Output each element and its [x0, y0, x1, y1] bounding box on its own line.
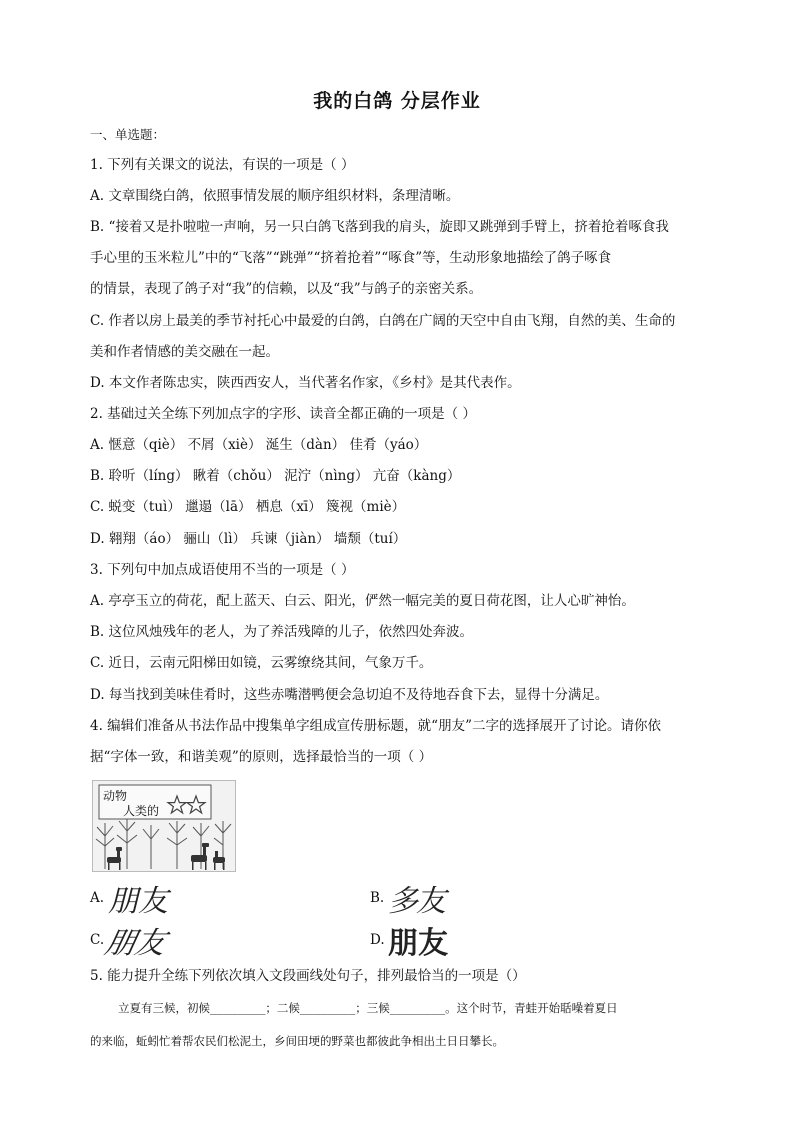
question-1-option-b-line2: 手心里的玉米粒儿”中的“飞落”“跳弹”“挤着抢着”“啄食”等，生动形象地描绘了鸽子啄食: [90, 250, 612, 266]
question-4-stem-line2: 据“字体一致，和谐美观”的原则，选择最恰当的一项（ ）: [90, 749, 433, 765]
option-a-letter: A.: [90, 890, 105, 906]
question-1-option-c-line1: C. 作者以房上最美的季节衬托心中最爱的白鸽，白鸽在广阔的天空中自由飞翔，自然的美、生命的: [90, 313, 676, 329]
option-b-letter: B.: [370, 890, 385, 906]
section-heading: 一、单选题：: [90, 127, 166, 142]
question-3-option-a: A. 亭亭玉立的荷花，配上蓝天、白云、阳光，俨然一幅完美的夏日荷花图，让人心旷神怡。: [90, 593, 635, 609]
page-title: 我的白鸽 分层作业: [313, 90, 481, 112]
option-d-letter: D.: [370, 932, 385, 948]
question-3-option-c: C. 近日，云南元阳梯田如镜，云雾缭绕其间，气象万千。: [90, 655, 433, 671]
question-2-stem: 2. 基础过关全练下列加点字的字形、读音全都正确的一项是（ ）: [90, 406, 476, 422]
figure-title-line2: 人类的: [123, 804, 160, 818]
question-2-option-d: D. 翱翔（áo） 骊山（lì） 兵谏（jiàn） 墙颓（tuí）: [90, 531, 407, 547]
deer-silhouettes: [107, 843, 225, 870]
question-2-option-b: B. 聆听（líng） 瞅着（chǒu） 泥泞（nìng） 亢奋（kàng）: [90, 468, 461, 484]
option-a-calligraphy: 朋友: [108, 884, 168, 919]
question-1-stem: 1. 下列有关课文的说法，有误的一项是（ ）: [90, 157, 355, 173]
question-3-option-d: D. 每当找到美味佳肴时，这些赤嘴潜鸭便会急切迫不及待地吞食下去，显得十分满足。: [90, 687, 609, 703]
question-5-passage-line2: 的来临，蚯蚓忙着帮农民们松泥土，乡间田埂的野菜也都彼此争相出土日日攀长。: [90, 1034, 504, 1048]
option-d-calligraphy: 朋友: [388, 926, 448, 961]
question-2-option-c: C. 蜕变（tuì） 邋遢（lā） 栖息（xī） 篾视（miè）: [90, 499, 406, 515]
brochure-cover-image: [92, 780, 236, 872]
question-1-option-d: D. 本文作者陈忠实，陕西西安人，当代著名作家，《乡村》是其代表作。: [90, 375, 521, 391]
question-1-option-b-line3: 的情景，表现了鸽子对“我”的信赖，以及“我”与鸽子的亲密关系。: [90, 281, 483, 297]
question-3-stem: 3. 下列句中加点成语使用不当的一项是（ ）: [90, 562, 355, 578]
question-5-stem: 5. 能力提升全练下列依次填入文段画线处句子，排列最恰当的一项是（）: [90, 968, 526, 984]
question-4-stem-line1: 4. 编辑们准备从书法作品中搜集单字组成宣传册标题，就“朋友”二字的选择展开了讨论。请你依: [90, 718, 661, 734]
question-5-passage-line1: 立夏有三候，初候________；二候________；三候________。这个时节，青蛙开始聒噪着夏日: [118, 1001, 618, 1015]
question-1-option-a: A. 文章围绕白鸽，依照事情发展的顺序组织材料，条理清晰。: [90, 188, 460, 204]
option-c-calligraphy: 朋友: [101, 926, 169, 961]
question-2-option-a: A. 惬意（qiè） 不屑（xiè） 涎生（dàn） 佳肴（yáo）: [90, 437, 428, 453]
question-3-option-b: B. 这位风烛残年的老人，为了养活残障的儿子，依然四处奔波。: [90, 624, 474, 640]
option-c-letter: C.: [90, 932, 105, 948]
question-1-option-b-line1: B. “接着又是扑啦啦一声响，另一只白鸽飞落到我的肩头，旋即又跳弹到手臂上，挤着抢着啄食我: [90, 219, 669, 235]
question-1-option-c-line2: 美和作者情感的美交融在一起。: [90, 344, 279, 360]
figure-title-line1: 动物: [103, 789, 128, 803]
option-b-calligraphy: 多友: [388, 884, 444, 919]
